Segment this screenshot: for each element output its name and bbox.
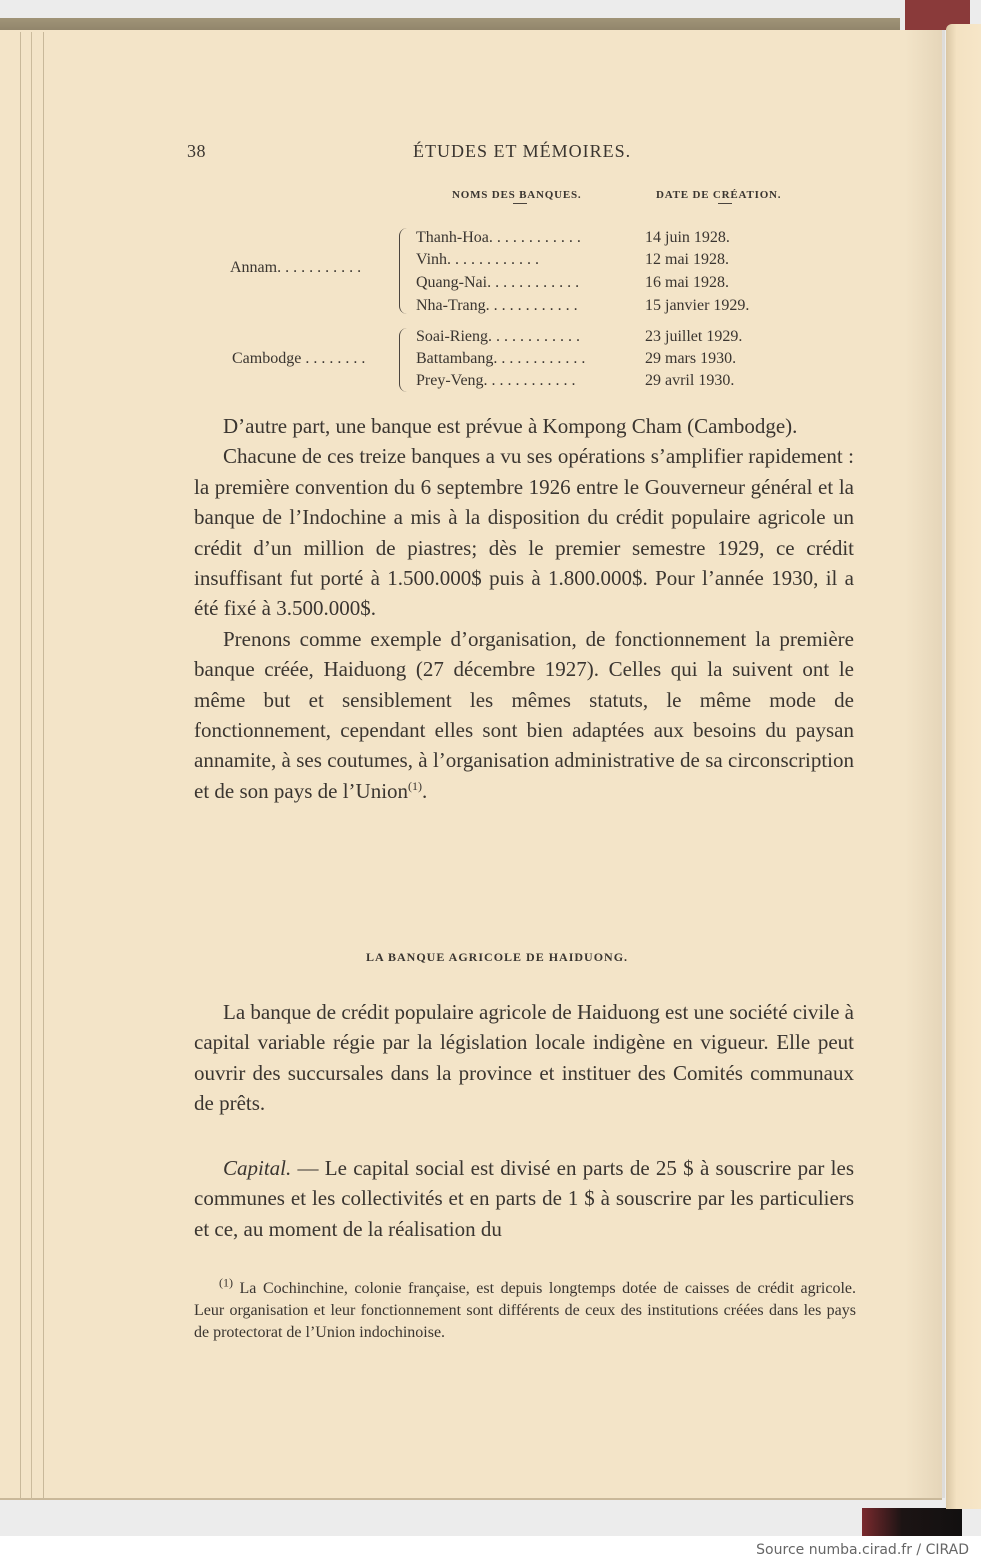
bank-name: Soai-Rieng. . . . . . . . . . . . — [416, 328, 580, 345]
brace-cambodge — [399, 328, 410, 392]
region-annam: Annam. . . . . . . . . . . — [230, 259, 362, 276]
bank-date: 15 janvier 1929. — [645, 297, 750, 314]
footnote-text: La Cochinchine, colonie française, est depuis longtemps dotée de caisses de crédit agricole. Leur organisation et leur fonctionnement sont différents de ceux des institutions créées dans les pays de protectorat de l’Union indochinoise. — [194, 1280, 856, 1341]
body-section-2 — [194, 997, 854, 1119]
footnote-marker: (1) — [219, 1275, 233, 1290]
header-bank-names: NOMS DES BANQUES. — [452, 189, 582, 201]
header-creation-date: DATE DE CRÉATION. — [656, 189, 782, 201]
header-dash — [718, 203, 732, 204]
bank-name: Prey-Veng. . . . . . . . . . . . — [416, 372, 576, 389]
body-section-3 — [194, 1153, 854, 1244]
body-section-1 — [194, 411, 854, 806]
page-stack-edge — [20, 32, 44, 1500]
bank-name: Thanh-Hoa. . . . . . . . . . . . — [416, 229, 581, 246]
footnote-reference: (1) — [408, 778, 423, 793]
footnote — [194, 1275, 856, 1344]
bank-date: 12 mai 1928. — [645, 251, 729, 268]
paragraph: Prenons comme exemple d’organisation, de fonctionnement la première banque créée, Haiduong (27 décembre 1927). Celles qui la suivent ont le même but et sensiblement les mêmes statuts, le même mode de fonctionnement, cependant elles sont bien adaptées aux besoins du paysan annamite, à ses coutumes, à l’organisation administrative de sa circonscription et de son pays de l’Union$^{(1)}$. — [194, 626, 854, 803]
bank-name: Battambang. . . . . . . . . . . . — [416, 350, 586, 367]
bank-date: 29 mars 1930. — [645, 350, 737, 367]
capital-lead: Capital. — [223, 1156, 292, 1180]
source-credit: Source numba.cirad.fr / CIRAD — [756, 1542, 969, 1558]
paragraph: Chacune de ces treize banques a vu ses opérations s’amplifier rapidement : la première convention du 6 septembre 1926 entre le Gouverneur général et la banque de l’Indochine a mis à la disposition du crédit populaire agricole un crédit d’un million de piastres; dès le premier semestre 1929, ce crédit insuffisant fut porté à 1.500.000$ puis à 1.800.000$. Pour l’année 1930, il a été fixé à 3.500.000$. — [194, 444, 854, 621]
region-cambodge: Cambodge . . . . . . . . — [232, 350, 366, 367]
bank-date: 29 avril 1930. — [645, 372, 735, 389]
bank-name: Vinh. . . . . . . . . . . . — [416, 251, 540, 268]
bank-date: 14 juin 1928. — [645, 229, 730, 246]
section-heading: LA BANQUE AGRICOLE DE HAIDUONG. — [366, 950, 629, 964]
running-title: ÉTUDES ET MÉMOIRES. — [413, 141, 632, 161]
bank-name: Quang-Nai. . . . . . . . . . . . — [416, 274, 580, 291]
paragraph: La banque de crédit populaire agricole de Haiduong est une société civile à capital variable régie par la législation locale indigène en vigueur. Elle peut ouvrir des succursales dans la province et instituer des Comités communaux de prêts. — [194, 1000, 854, 1116]
bank-date: 16 mai 1928. — [645, 274, 729, 291]
bank-date: 23 juillet 1929. — [645, 328, 743, 345]
next-page-edge — [946, 24, 981, 1509]
paragraph: D’autre part, une banque est prévue à Kompong Cham (Cambodge). — [223, 414, 798, 438]
header-dash — [513, 203, 527, 204]
paragraph: Capital. — Le capital social est divisé en parts de 25 $ à souscrire par les communes et les collectivités et en parts de 1 $ à souscrire par les particuliers et ce, au moment de la réalisation du — [194, 1156, 854, 1241]
binding-cover-bottom — [862, 1508, 962, 1536]
page-number: 38 — [187, 141, 206, 161]
brace-annam — [399, 228, 410, 314]
bank-name: Nha-Trang. . . . . . . . . . . . — [416, 297, 578, 314]
gutter-shadow — [905, 30, 945, 1498]
